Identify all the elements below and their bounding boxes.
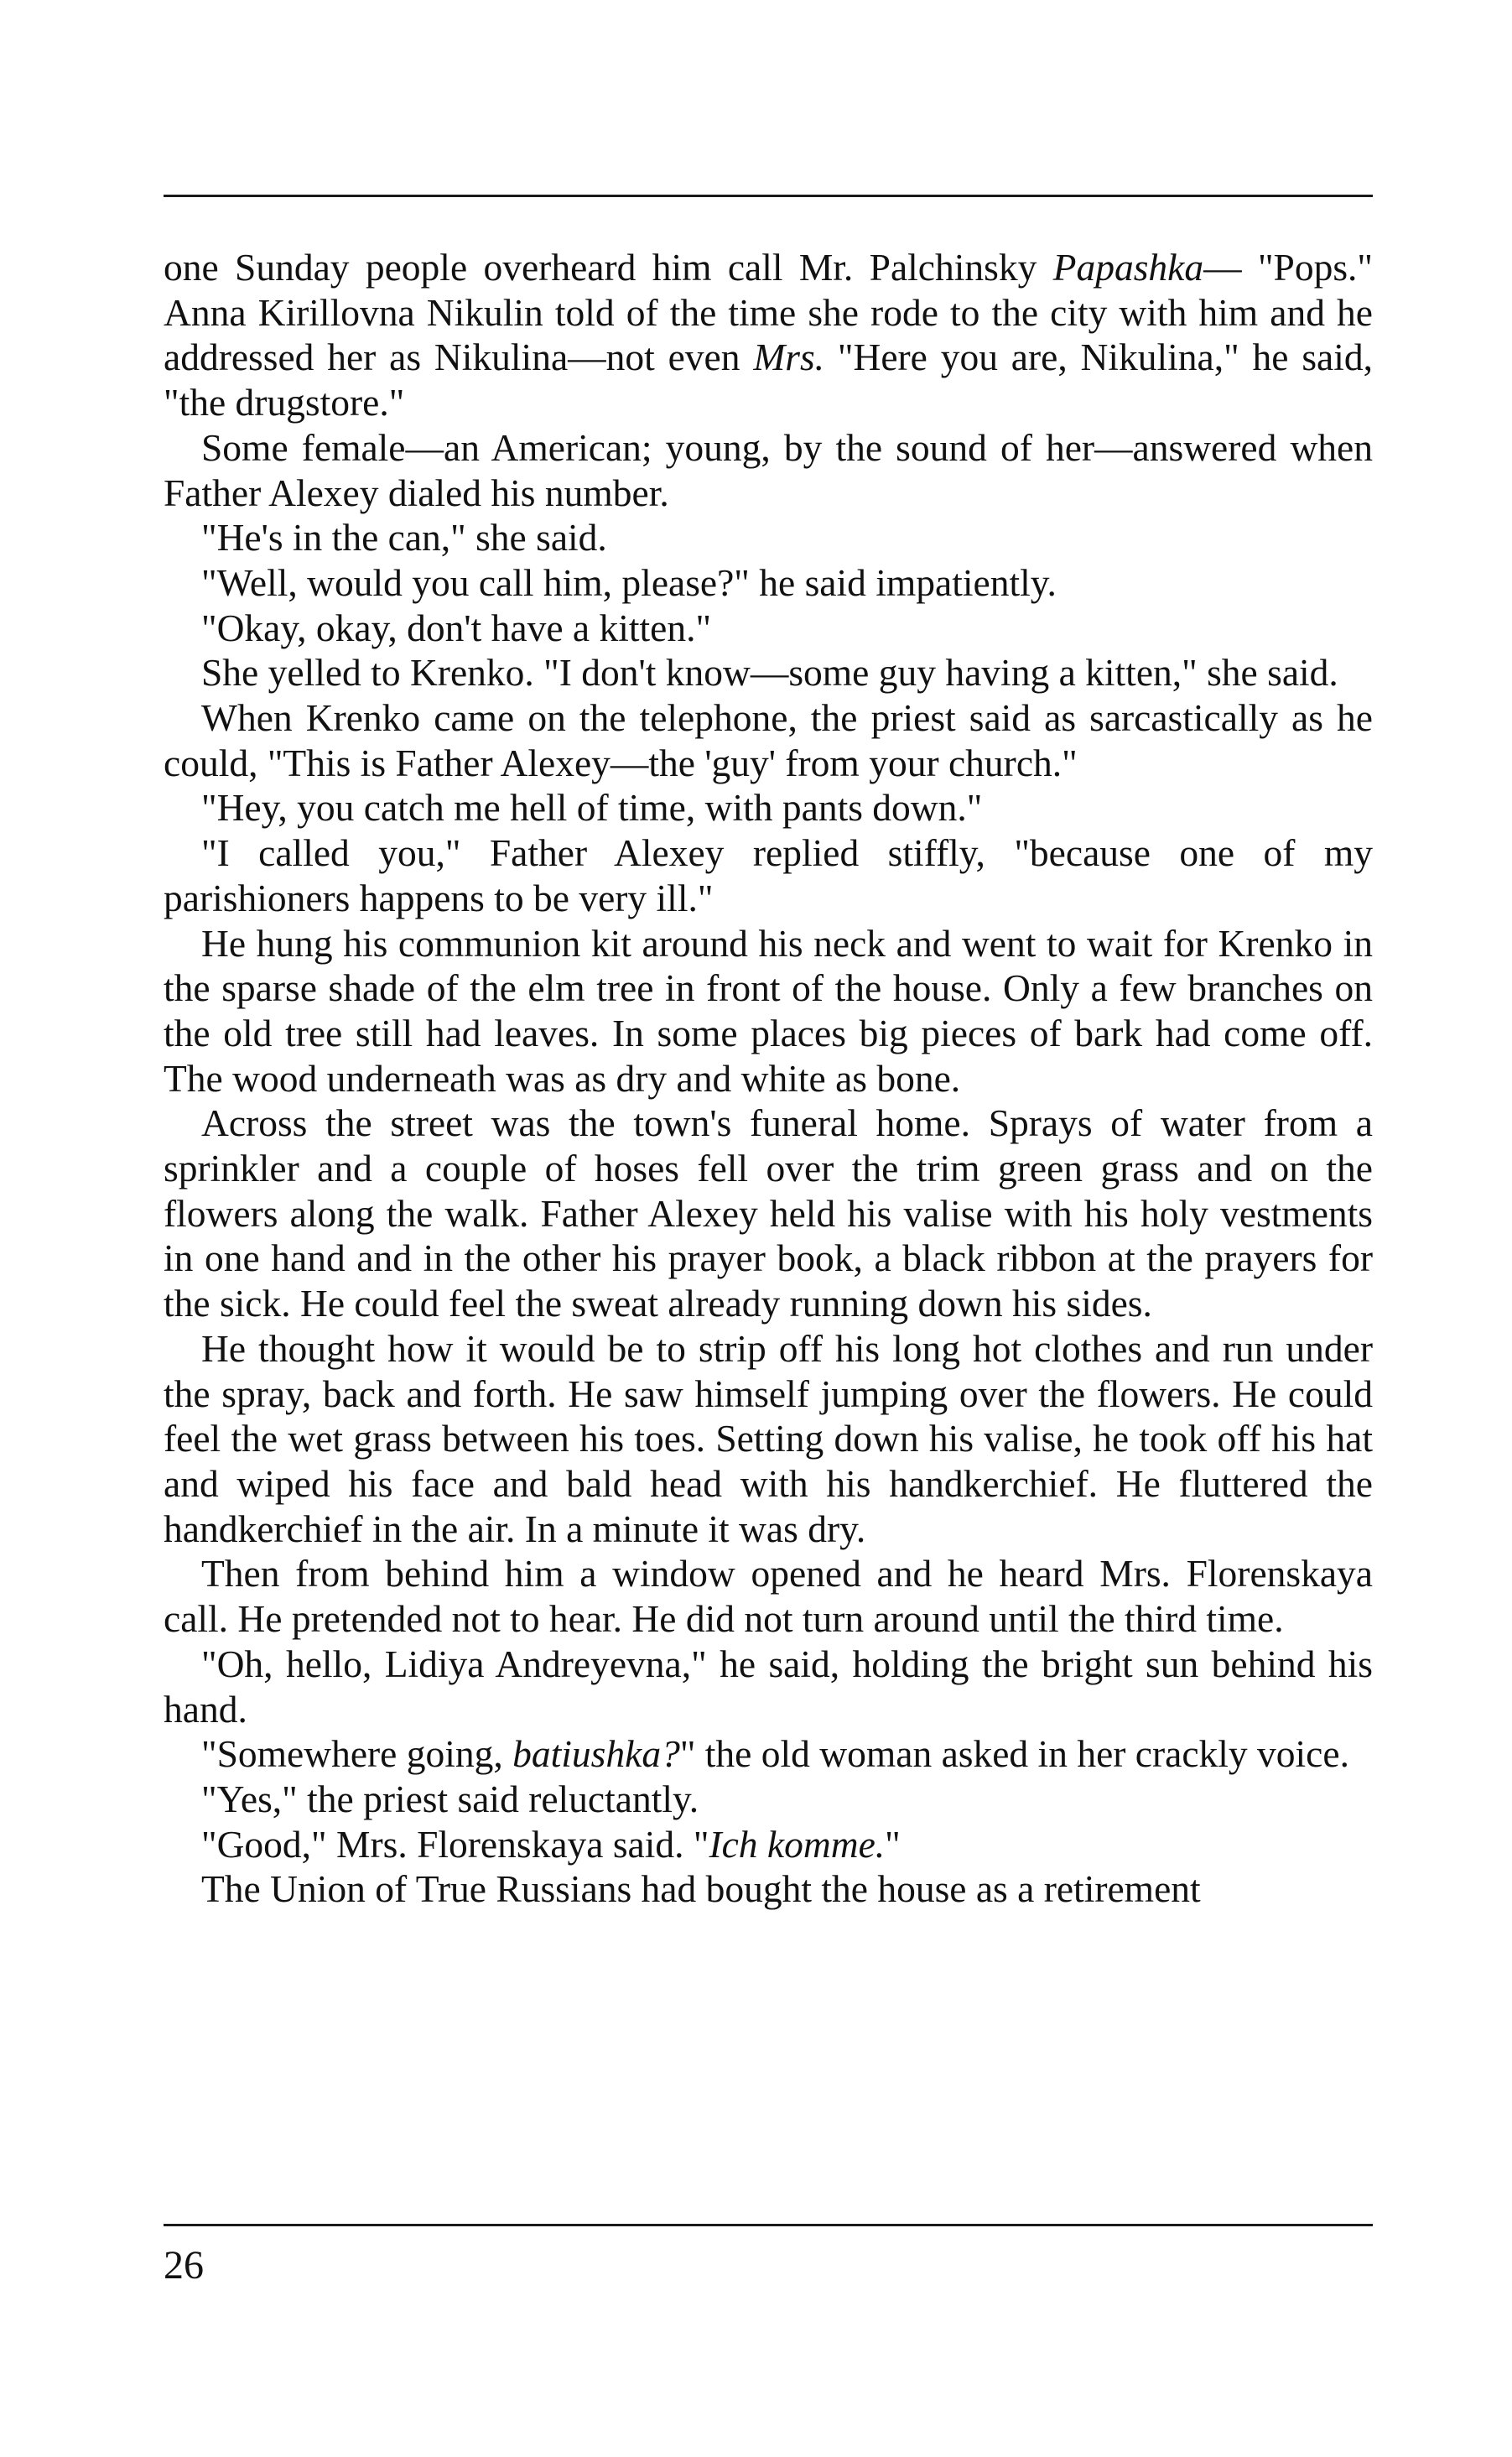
italic-text: batiushka? [512,1732,680,1776]
text-segment: "Hey, you catch me hell of time, with pants down." [201,786,983,830]
text-segment: " [885,1822,901,1866]
text-segment: Across the street was the town's funeral home. Sprays of water from a sprinkler and a couple of hoses fell over the trim green grass and on the flowers along the walk. Father Alexey held his valise with his holy vestments in one hand and in the other his prayer book, a black ribbon at the prayers for the sick. He could feel the sweat already running down his sides. [164,1101,1373,1325]
italic-text: Mrs. [753,336,825,379]
text-segment: Then from behind him a window opened and he heard Mrs. Florenskaya call. He pretended not to hear. He did not turn around until the third time. [164,1552,1373,1641]
text-segment: one Sunday people overheard him call Mr. Palchinsky [164,246,1053,289]
paragraph [164,785,1373,830]
paragraph [164,515,1373,560]
top-rule [164,195,1373,197]
text-segment: She yelled to Krenko. "I don't know—some guy having a kitten," she said. [201,651,1338,695]
paragraph [164,695,1373,785]
text-segment: "Somewhere going, [201,1732,513,1776]
text-segment: Some female—an American; young, by the sound of her—answered when Father Alexey dialed his number. [164,425,1373,514]
text-segment: He thought how it would be to strip off his long hot clothes and run under the spray, back and forth. He saw himself jumping over the flowers. He could feel the wet grass between his toes. Setting down his valise, he took off his hat and wiped his face and bald head with his handkerchief. He fluttered the handkerchief in the air. In a minute it was dry. [164,1326,1373,1550]
paragraph [164,830,1373,920]
paragraph [164,1326,1373,1552]
text-segment: "Good," Mrs. Florenskaya said. " [201,1822,709,1866]
text-segment: "I called you," Father Alexey replied stiffly, "because one of my parishioners happens to be very ill." [164,831,1373,919]
text-segment: "Here you are, Nikulina," he said, "the drugstore." [164,336,1373,424]
bottom-rule [164,2224,1373,2226]
italic-text: Ich komme. [709,1822,886,1866]
text-segment: — "Pops." Anna Kirillovna Nikulin told of the time she rode to the city with him and he addressed her as Nikulina—not even [164,246,1373,379]
paragraph [164,1642,1373,1731]
text-segment: "Oh, hello, Lidiya Andreyevna," he said, holding the bright sun behind his hand. [164,1642,1373,1731]
paragraph [164,650,1373,695]
paragraph [164,606,1373,651]
text-segment: When Krenko came on the telephone, the priest said as sarcastically as he could, "This is Father Alexey—the 'guy' from your church." [164,696,1373,784]
paragraph [164,1551,1373,1641]
text-segment: The Union of True Russians had bought the house as a retirement [201,1867,1201,1911]
text-segment: He hung his communion kit around his neck and went to wait for Krenko in the sparse shade of the elm tree in front of the house. Only a few branches on the old tree still had leaves. In some places big pieces of bark had come off. The wood underneath was as dry and white as bone. [164,921,1373,1100]
text-segment: "Yes," the priest said reluctantly. [201,1777,699,1820]
paragraph [164,245,1373,425]
italic-text: Papashka [1052,246,1204,289]
text-segment: "Okay, okay, don't have a kitten." [201,606,712,649]
body-text [164,245,1373,1912]
paragraph [164,921,1373,1101]
text-segment: " the old woman asked in her crackly voice. [679,1732,1349,1776]
page-number: 26 [164,2243,204,2288]
text-segment: "Well, would you call him, please?" he said impatiently. [201,560,1057,604]
paragraph [164,1777,1373,1822]
paragraph [164,1731,1373,1777]
paragraph [164,1866,1373,1912]
paragraph [164,1101,1373,1326]
text-segment: "He's in the can," she said. [201,516,607,560]
paragraph [164,560,1373,606]
paragraph [164,425,1373,515]
paragraph [164,1822,1373,1867]
